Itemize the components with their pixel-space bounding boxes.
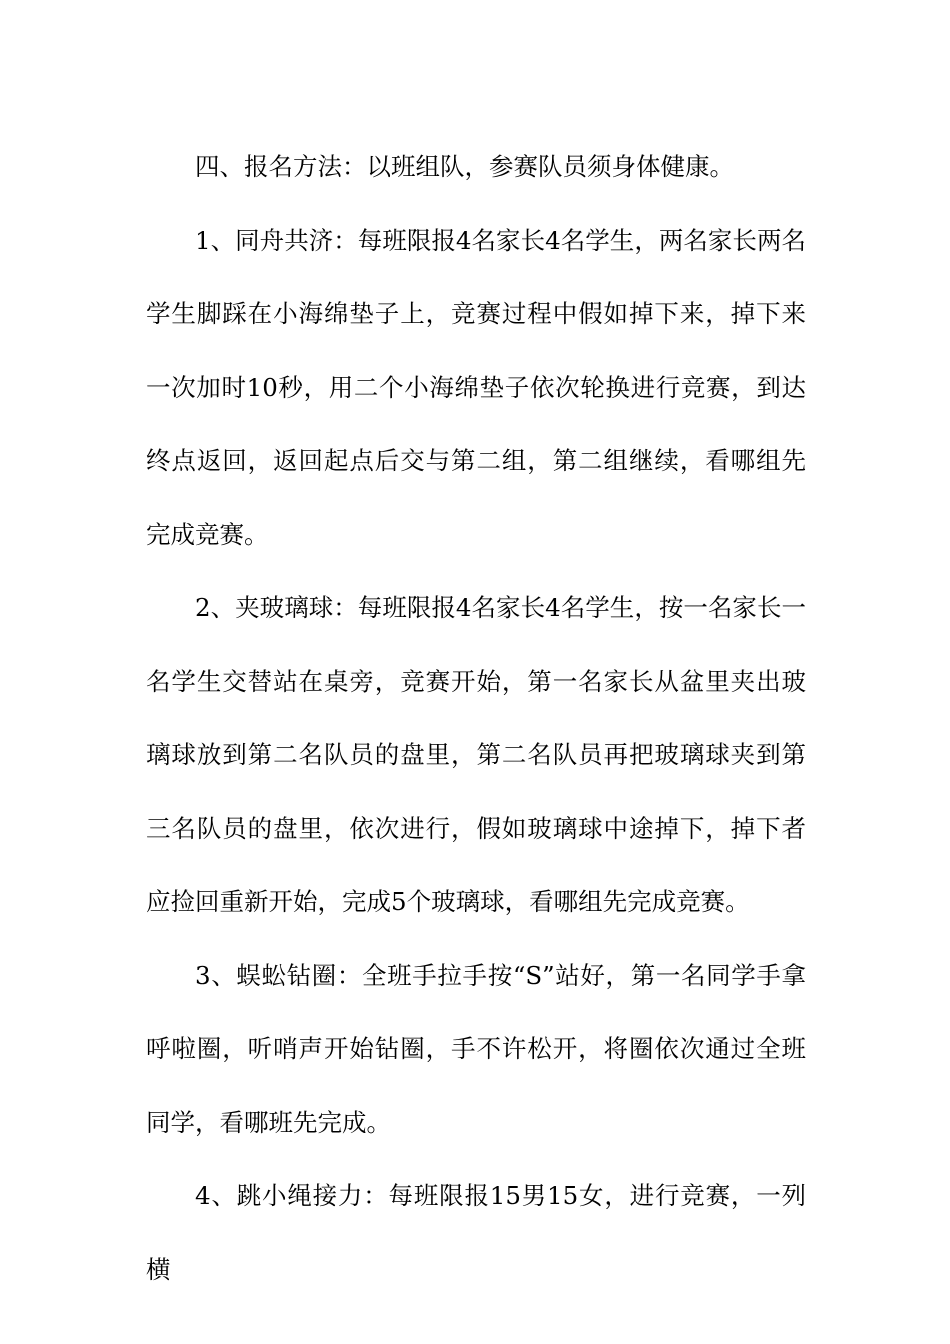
paragraph-item-1: 1、同舟共济：每班限报4名家长4名学生，两名家长两名学生脚踩在小海绵垫子上，竞赛过程中假如掉下来，掉下来一次加时10秒，用二个小海绵垫子依次轮换进行竞赛，到达终点返回，返回起点后交与第二组，第二组继续，看哪组先完成竞赛。: [146, 225, 806, 549]
paragraph-item-2: 2、夹玻璃球：每班限报4名家长4名学生，按一名家长一名学生交替站在桌旁，竞赛开始，第一名家长从盆里夹出玻璃球放到第二名队员的盘里，第二名队员再把玻璃球夹到第三名队员的盘里，依次进行，假如玻璃球中途掉下，掉下者应捡回重新开始，完成5个玻璃球，看哪组先完成竞赛。: [146, 593, 806, 916]
paragraph-registration-method: 四、报名方法：以班组队，参赛队员须身体健康。: [195, 152, 734, 181]
paragraph-item-3: 3、蜈蚣钻圈：全班手拉手按“S”站好，第一名同学手拿呼啦圈，听哨声开始钻圈，手不许松开，将圈依次通过全班同学，看哪班先完成。: [146, 960, 806, 1137]
document-body: [146, 130, 806, 1306]
paragraph-item-4: 4、跳小绳接力：每班限报15男15女，进行竞赛，一列横: [146, 1181, 806, 1284]
